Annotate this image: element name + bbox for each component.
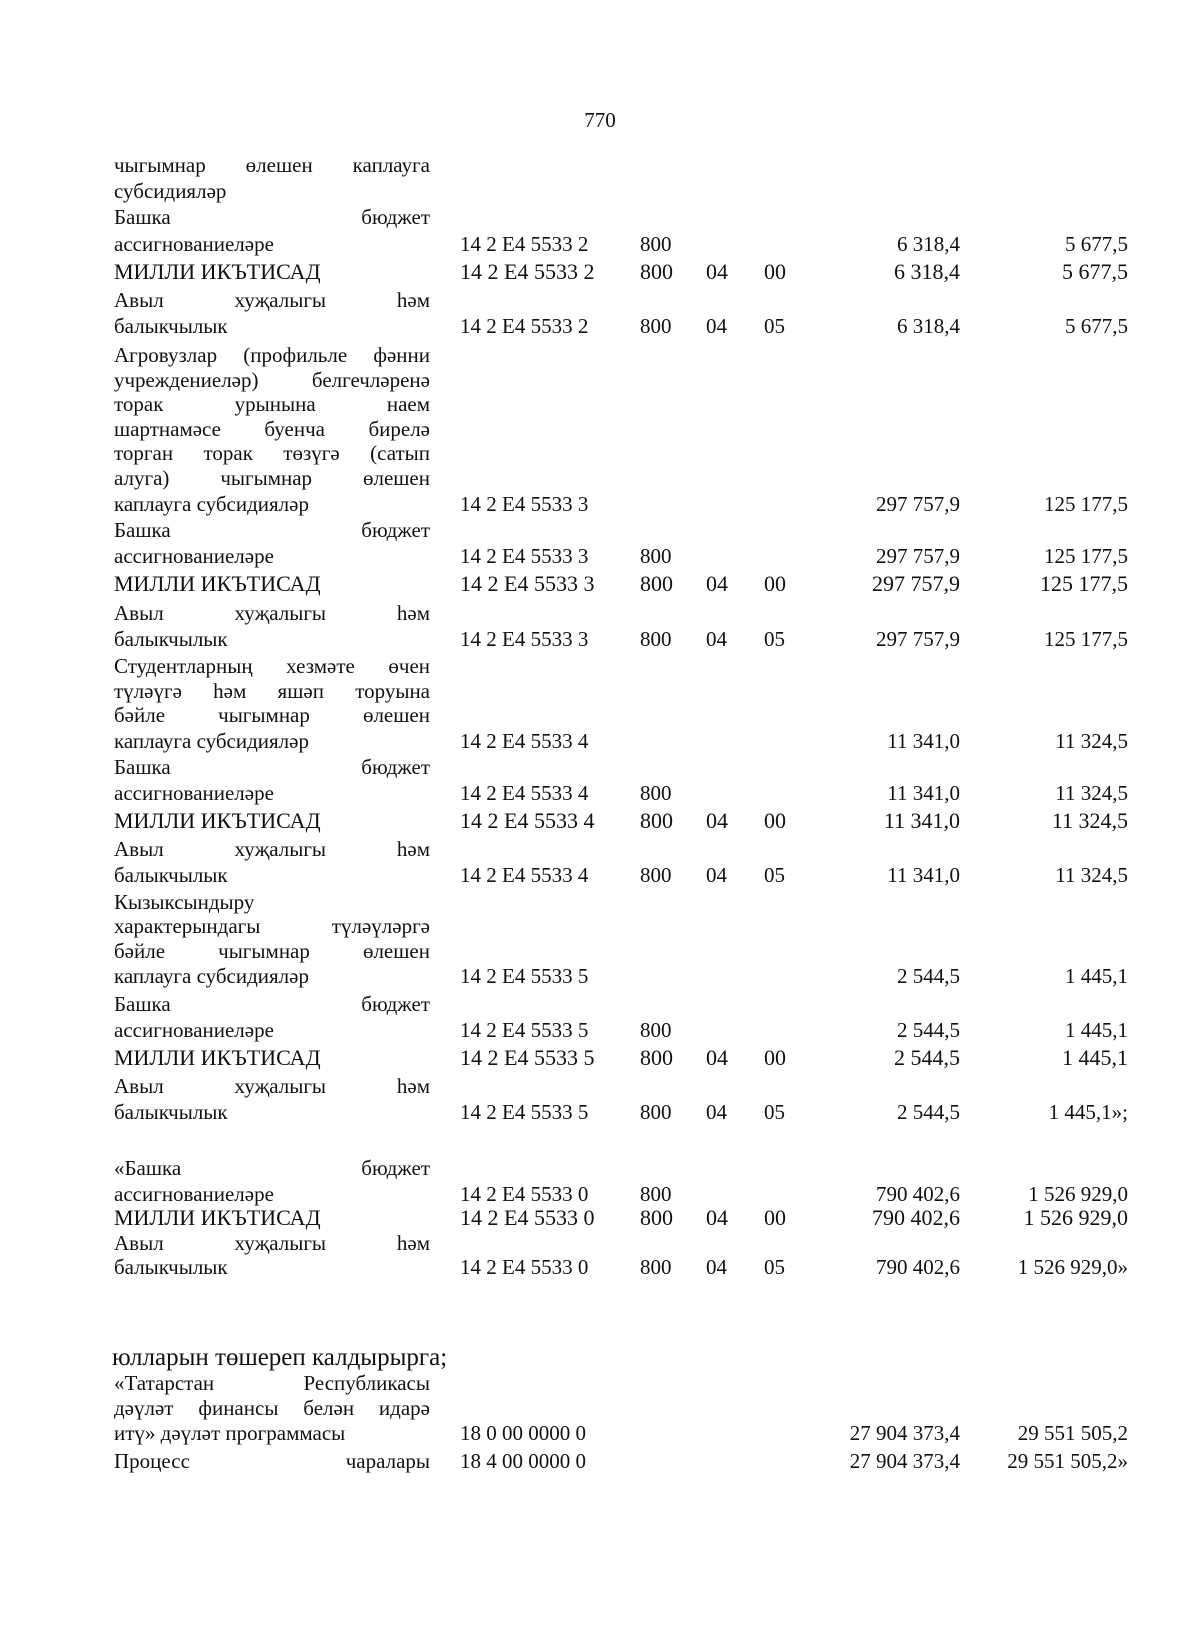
expense-group-code: 800 [640, 544, 672, 568]
amount-year-2: 5 677,5 [1065, 314, 1128, 338]
amount-year-2: 29 551 505,2 [1017, 1421, 1128, 1445]
table-row [0, 1073, 1200, 1099]
expense-group-code: 800 [640, 1205, 673, 1230]
amount-year-2: 11 324,5 [1051, 808, 1128, 833]
table-row [0, 416, 1200, 442]
target-article-code: 14 2 Е4 5533 3 [460, 571, 595, 596]
target-article-code: 14 2 Е4 5533 3 [460, 627, 589, 651]
amount-year-1: 27 904 373,4 [849, 1421, 960, 1445]
amount-year-1: 2 544,5 [894, 1045, 960, 1070]
row-label: каплауга субсидияләр [114, 492, 309, 516]
target-article-code: 14 2 Е4 5533 5 [460, 1018, 589, 1042]
amount-year-1: 790 402,6 [876, 1182, 960, 1206]
target-article-code: 14 2 Е4 5533 0 [460, 1205, 595, 1230]
table-row [0, 780, 1200, 806]
amount-year-2: 125 177,5 [1044, 492, 1128, 516]
target-article-code: 14 2 Е4 5533 3 [460, 544, 589, 568]
section-code: 04 [706, 1205, 728, 1230]
amount-year-1: 11 341,0 [883, 808, 960, 833]
row-label: учреждениеләр) белгечләренә [114, 368, 430, 392]
expense-group-code: 800 [640, 259, 673, 284]
subsection-code: 05 [764, 314, 785, 338]
row-label: ассигнованиеләре [114, 1182, 274, 1206]
row-label: субсидияләр [114, 179, 227, 203]
target-article-code: 14 2 Е4 5533 0 [460, 1182, 589, 1206]
table-row [0, 367, 1200, 393]
expense-group-code: 800 [640, 1018, 672, 1042]
table-row [0, 1448, 1200, 1474]
expense-group-code: 800 [640, 863, 672, 887]
row-label: Башка бюджет [114, 518, 430, 542]
table-row [0, 653, 1200, 679]
table-row [0, 889, 1200, 915]
row-label: каплауга субсидияләр [114, 729, 309, 753]
table-row [0, 342, 1200, 368]
expense-group-code: 800 [640, 808, 673, 833]
subsection-code: 05 [764, 1255, 785, 1279]
expense-group-code: 800 [640, 1255, 672, 1279]
table-row [0, 491, 1200, 517]
target-article-code: 14 2 Е4 5533 4 [460, 808, 595, 833]
row-label: МИЛЛИ ИКЪТИСАД [114, 571, 321, 596]
table-row [0, 678, 1200, 704]
expense-group-code: 800 [640, 1182, 672, 1206]
row-label: итү» дәүләт программасы [114, 1421, 346, 1445]
row-label: Авыл хуҗалыгы һәм [114, 601, 430, 625]
table-row [0, 571, 1200, 597]
amount-year-1: 6 318,4 [897, 314, 960, 338]
row-label: Авыл хуҗалыгы һәм [114, 837, 430, 861]
section-code: 04 [706, 1255, 727, 1279]
row-label: балыкчылык [114, 314, 228, 338]
row-label: Авыл хуҗалыгы һәм [114, 1231, 430, 1255]
target-article-code: 14 2 Е4 5533 5 [460, 1100, 589, 1124]
row-label: шартнамәсе буенча бирелә [114, 417, 430, 441]
amount-year-1: 297 757,9 [876, 544, 960, 568]
instruction-text: юлларын төшереп калдырырга; [112, 1344, 448, 1371]
row-label: балыкчылык [114, 627, 228, 651]
row-label: алуга) чыгымнар өлешен [114, 466, 430, 490]
amount-year-1: 6 318,4 [894, 259, 960, 284]
row-label: торган торак төзүгә (сатып [114, 441, 430, 465]
row-label: Кызыксындыру [114, 890, 255, 914]
amount-year-2: 1 526 929,0 [1028, 1182, 1128, 1206]
target-article-code: 14 2 Е4 5533 3 [460, 492, 589, 516]
row-label: МИЛЛИ ИКЪТИСАД [114, 1045, 321, 1070]
amount-year-2: 125 177,5 [1040, 571, 1128, 596]
amount-year-1: 11 341,0 [887, 781, 960, 805]
table-row [0, 626, 1200, 652]
row-label: Авыл хуҗалыгы һәм [114, 1074, 430, 1098]
row-label: Студентларның хезмәте өчен [114, 654, 430, 678]
table-row [0, 287, 1200, 313]
table-row [0, 728, 1200, 754]
amount-year-2: 5 677,5 [1062, 259, 1128, 284]
amount-year-1: 11 341,0 [887, 863, 960, 887]
table-row [0, 178, 1200, 204]
row-label: Башка бюджет [114, 755, 430, 779]
row-label: «Башка бюджет [114, 1156, 430, 1180]
section-code: 04 [706, 314, 727, 338]
subsection-code: 05 [764, 627, 785, 651]
target-article-code: 18 4 00 0000 0 [460, 1449, 586, 1473]
table-row [0, 1420, 1200, 1446]
row-label: Агровузлар (профильле фәнни [114, 343, 430, 367]
table-row [0, 1230, 1200, 1256]
row-label: МИЛЛИ ИКЪТИСАД [114, 808, 321, 833]
target-article-code: 14 2 Е4 5533 4 [460, 863, 589, 887]
table-row [0, 152, 1200, 178]
table-row [0, 517, 1200, 543]
table-row [0, 963, 1200, 989]
row-label: Башка бюджет [114, 205, 430, 229]
table-row [0, 391, 1200, 417]
table-row [0, 440, 1200, 466]
amount-year-1: 790 402,6 [872, 1205, 960, 1230]
subsection-code: 05 [764, 1100, 785, 1124]
table-row [0, 1099, 1200, 1125]
subsection-code: 00 [764, 1205, 786, 1230]
target-article-code: 14 2 Е4 5533 5 [460, 1045, 595, 1070]
table-row [0, 754, 1200, 780]
expense-group-code: 800 [640, 627, 672, 651]
row-label: Башка бюджет [114, 992, 430, 1016]
expense-group-code: 800 [640, 1100, 672, 1124]
amount-year-1: 2 544,5 [897, 1018, 960, 1042]
row-label: Процесс чаралары [114, 1449, 430, 1473]
amount-year-2: 125 177,5 [1044, 627, 1128, 651]
amount-year-2: 1 445,1»; [1048, 1100, 1128, 1124]
table-row [0, 1395, 1200, 1421]
subsection-code: 00 [764, 1045, 786, 1070]
section-code: 04 [706, 808, 728, 833]
row-label: балыкчылык [114, 863, 228, 887]
expense-group-code: 800 [640, 1045, 673, 1070]
amount-year-1: 297 757,9 [876, 627, 960, 651]
table-row [0, 465, 1200, 491]
table-row [0, 913, 1200, 939]
row-label: ассигнованиеләре [114, 232, 274, 256]
section-code: 04 [706, 259, 728, 284]
amount-year-2: 29 551 505,2» [1007, 1449, 1128, 1473]
subsection-code: 05 [764, 863, 785, 887]
target-article-code: 14 2 Е4 5533 2 [460, 259, 595, 284]
expense-group-code: 800 [640, 232, 672, 256]
amount-year-1: 6 318,4 [897, 232, 960, 256]
table-row [0, 600, 1200, 626]
table-row [0, 1370, 1200, 1396]
amount-year-2: 11 324,5 [1055, 729, 1128, 753]
row-label: торак урынына наем [114, 392, 430, 416]
amount-year-2: 1 445,1 [1065, 964, 1128, 988]
amount-year-2: 125 177,5 [1044, 544, 1128, 568]
row-label: характерындагы түләүләргә [114, 914, 430, 938]
table-row [0, 702, 1200, 728]
table-row [0, 313, 1200, 339]
table-row [0, 836, 1200, 862]
row-label: бәйле чыгымнар өлешен [114, 939, 430, 963]
section-code: 04 [706, 863, 727, 887]
row-label: балыкчылык [114, 1100, 228, 1124]
row-label: балыкчылык [114, 1255, 228, 1279]
subsection-code: 00 [764, 259, 786, 284]
table-row [0, 862, 1200, 888]
row-label: чыгымнар өлешен каплауга [114, 153, 430, 177]
expense-group-code: 800 [640, 314, 672, 338]
table-row [0, 808, 1200, 834]
row-label: түләүгә һәм яшәп торуына [114, 679, 430, 703]
row-label: МИЛЛИ ИКЪТИСАД [114, 1205, 321, 1230]
row-label: МИЛЛИ ИКЪТИСАД [114, 259, 321, 284]
amount-year-2: 1 445,1 [1062, 1045, 1128, 1070]
amount-year-2: 1 526 929,0» [1017, 1255, 1128, 1279]
table-row [0, 231, 1200, 257]
table-row [0, 1205, 1200, 1231]
table-row [0, 1181, 1200, 1207]
row-label: ассигнованиеләре [114, 781, 274, 805]
section-code: 04 [706, 1100, 727, 1124]
row-label: дәүләт финансы белән идарә [114, 1396, 430, 1420]
table-row [0, 1017, 1200, 1043]
section-code: 04 [706, 571, 728, 596]
subsection-code: 00 [764, 571, 786, 596]
amount-year-1: 11 341,0 [887, 729, 960, 753]
target-article-code: 14 2 Е4 5533 2 [460, 232, 589, 256]
amount-year-1: 2 544,5 [897, 964, 960, 988]
amount-year-2: 11 324,5 [1055, 781, 1128, 805]
table-row [0, 259, 1200, 285]
row-label: бәйле чыгымнар өлешен [114, 703, 430, 727]
amount-year-2: 1 445,1 [1065, 1018, 1128, 1042]
amount-year-2: 5 677,5 [1065, 232, 1128, 256]
subsection-code: 00 [764, 808, 786, 833]
target-article-code: 14 2 Е4 5533 2 [460, 314, 589, 338]
amount-year-1: 27 904 373,4 [849, 1449, 960, 1473]
table-row [0, 938, 1200, 964]
row-label: Авыл хуҗалыгы һәм [114, 288, 430, 312]
amount-year-2: 1 526 929,0 [1023, 1205, 1128, 1230]
row-label: ассигнованиеләре [114, 1018, 274, 1042]
target-article-code: 14 2 Е4 5533 5 [460, 964, 589, 988]
amount-year-2: 11 324,5 [1055, 863, 1128, 887]
target-article-code: 18 0 00 0000 0 [460, 1421, 586, 1445]
row-label: «Татарстан Республикасы [114, 1371, 430, 1395]
row-label: ассигнованиеләре [114, 544, 274, 568]
section-code: 04 [706, 1045, 728, 1070]
section-code: 04 [706, 627, 727, 651]
target-article-code: 14 2 Е4 5533 4 [460, 729, 589, 753]
amount-year-1: 790 402,6 [876, 1255, 960, 1279]
row-label: каплауга субсидияләр [114, 964, 309, 988]
table-row [0, 991, 1200, 1017]
table-row [0, 204, 1200, 230]
table-row [0, 1045, 1200, 1071]
table-row [0, 1254, 1200, 1280]
amount-year-1: 297 757,9 [876, 492, 960, 516]
target-article-code: 14 2 Е4 5533 0 [460, 1255, 589, 1279]
amount-year-1: 2 544,5 [897, 1100, 960, 1124]
target-article-code: 14 2 Е4 5533 4 [460, 781, 589, 805]
table-row [0, 1155, 1200, 1181]
expense-group-code: 800 [640, 781, 672, 805]
expense-group-code: 800 [640, 571, 673, 596]
page-number: 770 [584, 108, 616, 132]
amount-year-1: 297 757,9 [872, 571, 960, 596]
table-row [0, 543, 1200, 569]
